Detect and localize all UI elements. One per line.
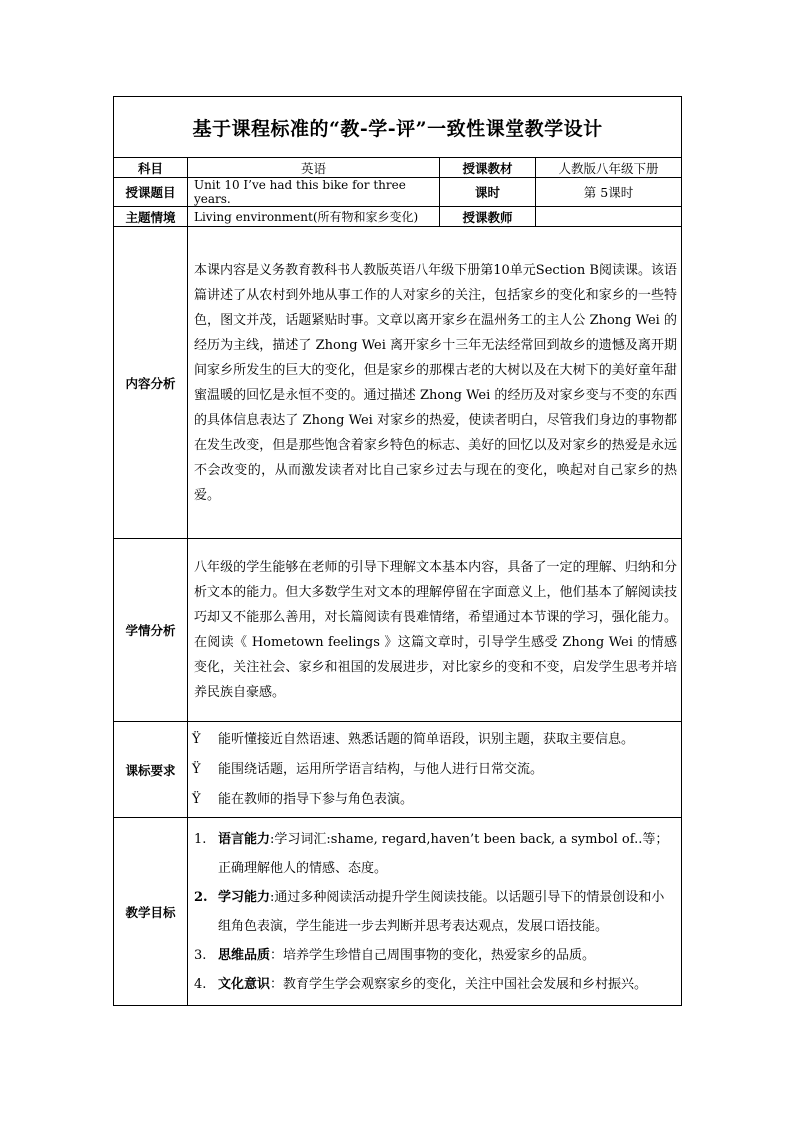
textbook-value: 人教版八年级下册	[536, 158, 682, 178]
objective-keyword: 文化意识	[218, 976, 271, 992]
objective-item	[194, 941, 677, 970]
objective-number: 2.	[194, 889, 208, 905]
curriculum-item	[188, 755, 681, 785]
content-analysis-text: 本课内容是义务教育教科书人教版英语八年级下册第10单元Section B阅读课。该语篇讲述了从农村到外地从事工作的人对家乡的关注，包括家乡的变化和家乡的一些特色，图文并茂，话题紧贴时事。文章以离开家乡在温州务工的主人公 Zhong Wei 的经历为主线，描述了 Zhong Wei 离开家乡十三年无法经常回到故乡的遗憾及离开期间家乡所发生的巨大的变化，但是家乡的那棵古老的大树以及在大树下的美好童年甜蜜温暖的回忆是永恒不变的。通过描述 Zhong Wei 的经历及对家乡变与不变的东西的具体信息表达了 Zhong Wei 对家乡的热爱，使读者明白，尽管我们身边的事物都在发生改变，但是那些饱含着家乡特色的标志、美好的回忆以及对家乡的热爱是永远不会改变的，从而激发读者对比自己家乡过去与现在的变化，唤起对自己家乡的热爱。	[188, 227, 682, 539]
objective-number: 1.	[194, 831, 207, 847]
objective-keyword: 语言能力	[218, 831, 271, 847]
objective-keyword: 思维品质	[218, 947, 271, 963]
period-label: 课时	[440, 178, 536, 207]
curriculum-item	[188, 785, 681, 815]
objective-item	[194, 883, 677, 941]
textbook-label: 授课教材	[440, 158, 536, 178]
subject-value: 英语	[188, 158, 440, 178]
teacher-label: 授课教师	[440, 207, 536, 227]
curriculum-item-text: 能听懂接近自然语速、熟悉话题的简单语段，识别主题，获取主要信息。	[218, 731, 635, 747]
curriculum-item-text: 能围绕话题，运用所学语言结构，与他人进行日常交流。	[218, 761, 544, 777]
learner-analysis-label: 学情分析	[114, 539, 188, 722]
period-value: 第 5课时	[536, 178, 682, 207]
topic-label: 授课题目	[114, 178, 188, 207]
objective-keyword: 学习能力	[218, 889, 271, 905]
theme-label: 主题情境	[114, 207, 188, 227]
teaching-objectives	[188, 818, 682, 1006]
theme-value: Living environment(所有物和家乡变化)	[188, 207, 440, 227]
objective-number: 3.	[194, 947, 207, 963]
page-title: 基于课程标准的“教-学-评”一致性课堂教学设计	[114, 97, 682, 158]
objective-text: :学习词汇:shame, regard,haven’t been back, a symbol of..等；正确理解他人的情感、态度。	[218, 831, 669, 876]
learner-analysis-text: 八年级的学生能够在老师的引导下理解文本基本内容，具备了一定的理解、归纳和分析文本的能力。但大多数学生对文本的理解停留在字面意义上，他们基本了解阅读技巧却又不能那么善用，对长篇阅读有畏难情绪，希望通过本节课的学习，强化能力。在阅读《 Hometown feelings 》这篇文章时，引导学生感受 Zhong Wei 的情感变化，关注社会、家乡和祖国的发展进步，对比家乡的变和不变，启发学生思考并培养民族自豪感。	[188, 539, 682, 722]
objective-item	[194, 825, 677, 883]
objective-text: ：教育学生学会观察家乡的变化，关注中国社会发展和乡村振兴。	[270, 976, 648, 992]
objective-text: ：培养学生珍惜自己周围事物的变化，热爱家乡的品质。	[270, 947, 596, 963]
objective-item	[194, 970, 677, 999]
objective-number: 4.	[194, 976, 207, 992]
curriculum-label: 课标要求	[114, 722, 188, 818]
curriculum-requirements	[188, 722, 682, 818]
bullet-marker: Ÿ	[192, 791, 201, 807]
objective-text: :通过多种阅读活动提升学生阅读技能。以话题引导下的情景创设和小组角色表演，学生能进一步去判断并思考表达观点，发展口语技能。	[218, 889, 665, 934]
objectives-label: 教学目标	[114, 818, 188, 1006]
topic-value: Unit 10 I’ve had this bike for three years.	[188, 178, 440, 207]
lesson-plan-table	[113, 96, 682, 1006]
content-analysis-label: 内容分析	[114, 227, 188, 539]
bullet-marker: Ÿ	[192, 761, 201, 777]
subject-label: 科目	[114, 158, 188, 178]
curriculum-item-text: 能在教师的指导下参与角色表演。	[218, 791, 414, 807]
curriculum-item	[188, 725, 681, 755]
bullet-marker: Ÿ	[192, 731, 201, 747]
teacher-value	[536, 207, 682, 227]
